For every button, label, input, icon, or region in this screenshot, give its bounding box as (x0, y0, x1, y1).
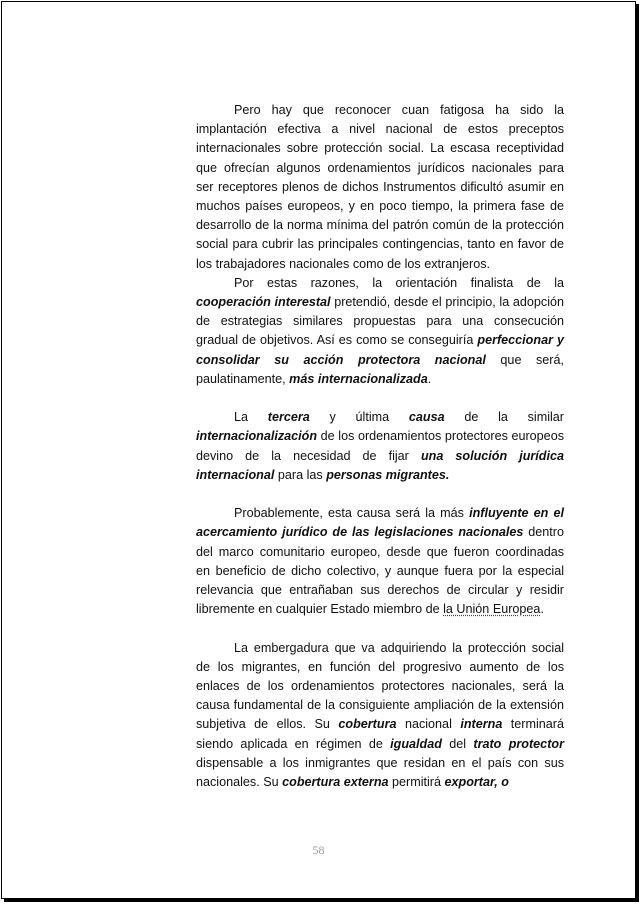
emphasis-text: cooperación interestal (196, 295, 331, 310)
text-run: Probablemente, esta causa será la más (234, 506, 470, 521)
text-run: para las (274, 467, 327, 482)
emphasis-text: trato protector (473, 736, 564, 751)
page-number: 58 (312, 843, 325, 857)
emphasis-text: cobertura externa (282, 775, 389, 790)
text-run: . (427, 371, 432, 386)
text-run: del (441, 736, 474, 751)
paragraph (196, 101, 564, 274)
text-run: que será, paulatinamente, (196, 352, 564, 386)
emphasis-text: perfeccionar y consolidar su acción protectora nacional (196, 333, 564, 367)
paragraph (196, 504, 564, 619)
paragraph-spacer (196, 389, 564, 408)
paragraph-spacer (196, 485, 564, 504)
text-run: de la similar (444, 410, 564, 425)
paragraph-spacer (196, 619, 564, 638)
text-run: La embergadura que va adquiriendo la protección social de los migrantes, en función del progresivo aumento de los enlaces de los ordenamientos protectores nacionales, será la causa fundamental de la consiguiente ampliación de la extensión subjetiva de ellos. Su (196, 640, 564, 732)
text-run: terminará siendo aplicada en régimen de (196, 717, 565, 751)
text-run: y última (309, 410, 409, 425)
emphasis-text: internacionalización (196, 429, 318, 444)
text-run: La (234, 410, 268, 425)
text-run: permitirá (388, 775, 445, 790)
paragraph (196, 639, 564, 793)
emphasis-text: más internacionalizada (289, 371, 428, 386)
emphasis-text: causa (408, 410, 445, 425)
text-run: Pero hay que reconocer cuan fatigosa ha sido la implantación efectiva a nivel nacional de estos preceptos internacionales sobre protección social. La escasa receptividad que ofrecían algunos ordenamientos jurídicos nacionales para ser receptores plenos de dichos Instrumentos dificultó asumir en muchos países europeos, y en poco tiempo, la primera fase de desarrollo de la norma mínima del patrón común de la protección social para cubrir las principales contingencias, tanto en favor de los trabajadores nacionales como de los extranjeros. (196, 103, 564, 271)
text-run: dispensable a los inmigrantes que residan en el país con sus nacionales. Su (196, 755, 564, 790)
emphasis-text: cobertura (338, 717, 397, 732)
body-text (196, 101, 564, 792)
paragraph (196, 408, 564, 485)
emphasis-text: exportar, o (444, 775, 509, 790)
text-run: nacional (396, 717, 461, 732)
emphasis-text: tercera (267, 410, 310, 425)
text-run: pretendió, desde el principio, la adopción de estrategias similares propuestas para una consecución gradual de objetivos. Así es como se conseguiría (196, 295, 564, 348)
text-run: la Unión Europea (443, 602, 541, 617)
emphasis-text: personas migrantes. (326, 467, 450, 482)
emphasis-text: igualdad (390, 736, 442, 751)
text-run: Por estas razones, la orientación finalista de la (234, 275, 564, 290)
text-run: dentro del marco comunitario europeo, desde que fueron coordinadas en beneficio de dicho colectivo, y aunque fuera por la especial relevancia que entrañaban sus derechos de circular y residir libremente en cualquier Estado miembro de (196, 525, 564, 617)
paragraph (196, 274, 564, 389)
emphasis-text: interna (460, 717, 503, 732)
text-run: . (540, 602, 544, 617)
document-page (1, 1, 636, 899)
text-run: de los ordenamientos protectores europeos devino de la necesidad de fijar (196, 429, 564, 463)
emphasis-text: influyente en el acercamiento jurídico de las legislaciones nacionales (196, 506, 564, 540)
emphasis-text: una solución jurídica internacional (196, 448, 564, 482)
